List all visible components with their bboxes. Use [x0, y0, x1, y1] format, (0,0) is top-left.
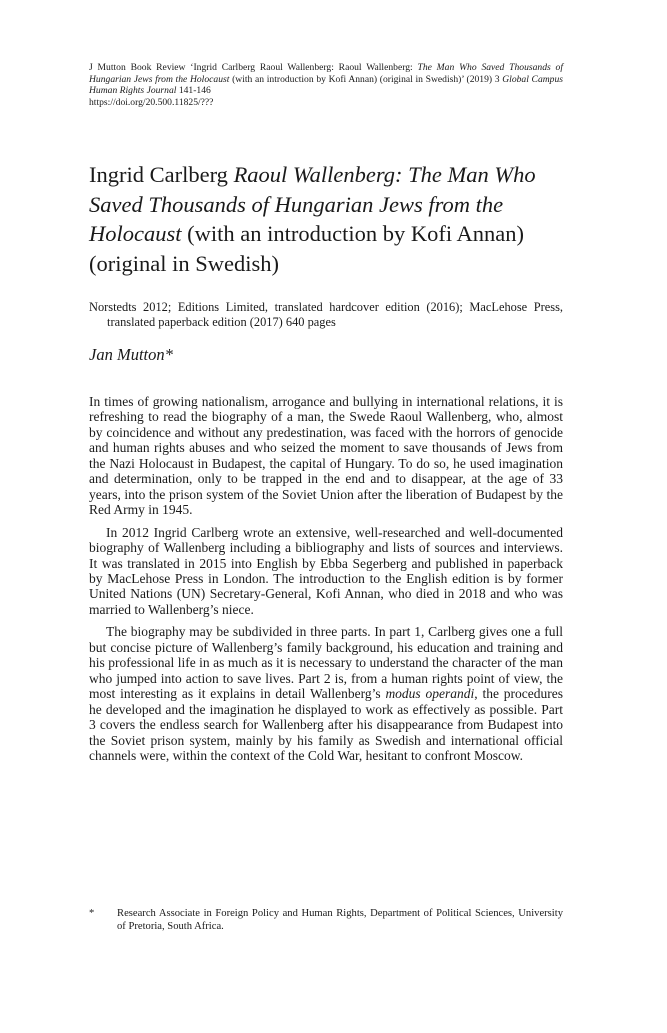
citation-text-2: (with an introduction by Kofi Annan) (original in Swedish)’ (2019) 3: [229, 73, 503, 85]
paragraph-3-italic: modus operandi: [385, 686, 475, 702]
reviewer-name: Jan Mutton*: [89, 345, 173, 364]
paragraph-2: In 2012 Ingrid Carlberg wrote an extensive, well-researched and well-documented biography of Wallenberg including a bibliography and lists of sources and interviews. It was translated in 2015 into English by Ebba Segerberg and published in paperback by MacLehose Press in London. The introduction to the English edition is by former United Nations (UN) Secretary-General, Kofi Annan, who died in 2018 and who was married to Wallenberg’s niece.: [89, 524, 563, 617]
citation-doi[interactable]: https://doi.org/20.500.11825/???: [89, 96, 214, 108]
paragraph-3-part-a: The biography may be subdivided in three parts. In part 1, Carlberg gives one a full but concise picture of Wallenberg’s family background, his education and training and his professional life in as much as it is necessary to understand the character of the man who jumped into action to save lives. Part 2 is, from a human rights point of view, the most interesting as it explains in detail Wallenberg’s: [89, 624, 563, 702]
citation-header: [89, 62, 563, 108]
title-rest: (with an introduction by Kofi Annan) (original in Swedish): [89, 221, 524, 276]
footnote: [89, 908, 563, 933]
footnote-text: Research Associate in Foreign Policy and Human Rights, Department of Political Sciences, University of Pretoria, South Africa.: [117, 908, 563, 932]
footnote-mark: *: [89, 908, 95, 919]
citation-text-1: J Mutton Book Review ‘Ingrid Carlberg Raoul Wallenberg: Raoul Wallenberg:: [89, 62, 418, 73]
citation-pages: 141-146: [176, 85, 211, 97]
title-book: Raoul Wallenberg: The Man Who Saved Thousands of Hungarian Jews from the Holocaust: [89, 162, 536, 246]
citation-book-title: The Man Who Saved Thousands of Hungarian Jews from the Holocaust: [89, 62, 563, 85]
paragraph-3-part-b: , the procedures he developed and the imagination he displayed to work as effectively as possible. Part 3 covers the endless search for Wallenberg after his disappearance from Budapest into the Soviet prison system, mainly by his family as Swedish and international official channels were, within the context of the Cold War, hesitant to confront Moscow.: [89, 686, 563, 763]
publication-info: Norstedts 2012; Editions Limited, translated hardcover edition (2016); MacLehose Press, translated paperback edition (2017) 640 pages: [89, 300, 563, 329]
citation-journal: Global Campus Human Rights Journal: [89, 73, 564, 97]
paragraph-3: [89, 624, 563, 763]
review-title: [89, 160, 569, 278]
paragraph-1: In times of growing nationalism, arrogance and bullying in international relations, it is refreshing to read the biography of a man, the Swede Raoul Wallenberg, who, almost by coincidence and without any predestination, was faced with the horrors of genocide and human rights abuses and who seized the moment to save thousands of Jews from the Nazi Holocaust in Budapest, the capital of Hungary. To do so, he used imagination and determination, only to be trapped in the end and to disappear, at the age of 33 years, into the prison system of the Soviet Union after the liberation of Budapest by the Red Army in 1945.: [89, 394, 563, 518]
review-body: [89, 394, 563, 770]
title-author: Ingrid Carlberg: [89, 162, 234, 187]
